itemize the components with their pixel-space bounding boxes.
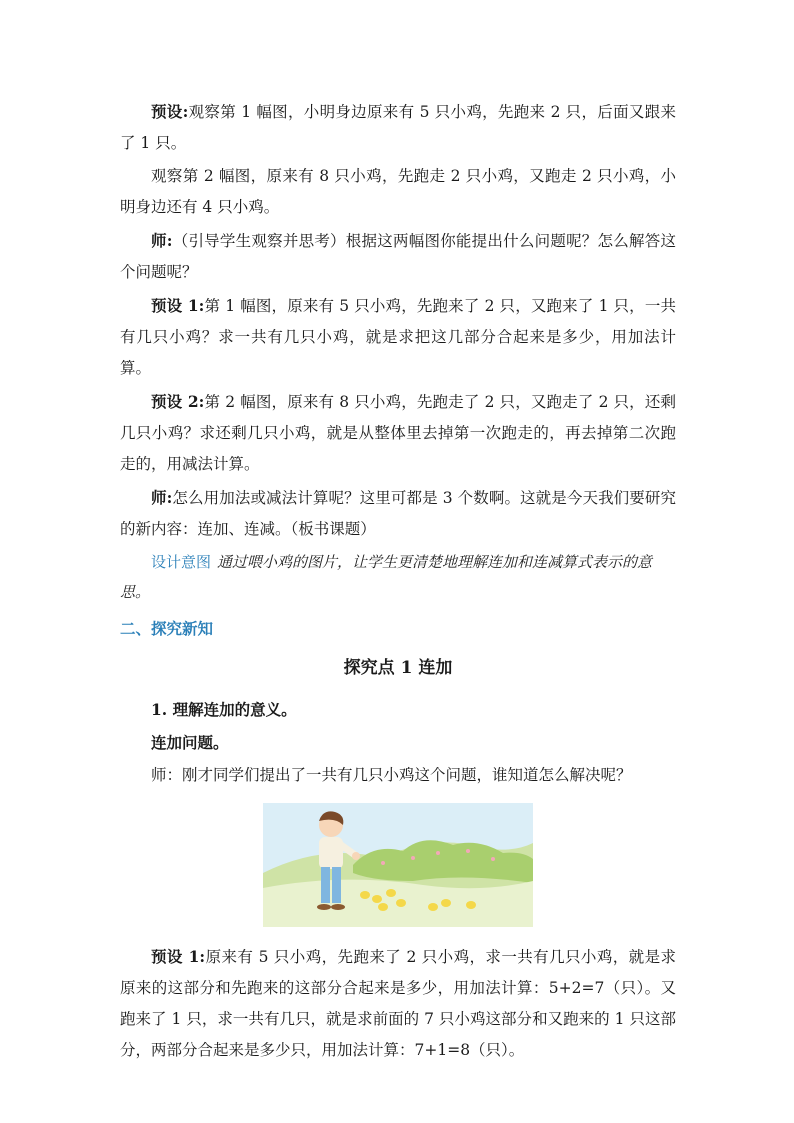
- preset1-text: 第 1 幅图，原来有 5 只小鸡，先跑来了 2 只，又跑来了 1 只，一共有几只小鸡？求一共有几只小鸡，就是求把这几部分合起来是多少，用加法计算。: [120, 297, 676, 377]
- illustration-svg: [263, 803, 533, 927]
- preset-text: 观察第 1 幅图，小明身边原来有 5 只小鸡，先跑来 2 只，后面又跟来了 1 只。: [120, 103, 676, 152]
- teacher-prompt-paragraph: [120, 760, 676, 791]
- answer-text: 原来有 5 只小鸡，先跑来了 2 只小鸡，求一共有几只小鸡，就是求原来的这部分和先跑来的这部分合起来是多少，用加法计算：5+2=7（只）。又跑来了 1 只，求一共有几只，就是求前面的 7 只小鸡这部分和又跑来的 1 只这部分，两部分合起来是多少只，用加法计算：7+1=8（只）。: [120, 948, 676, 1059]
- document-content: [120, 96, 676, 1068]
- observation-paragraph: [120, 161, 676, 223]
- teacher-question-text: （引导学生观察并思考）根据这两幅图你能提出什么问题呢？怎么解答这个问题呢？: [120, 232, 676, 281]
- preset2-paragraph: [120, 386, 676, 480]
- teacher-prompt-text: 师：刚才同学们提出了一共有几只小鸡这个问题，谁知道怎么解决呢？: [151, 766, 632, 784]
- teacher-topic-text: 怎么用加法或减法计算呢？这里可都是 3 个数啊。这就是今天我们要研究的新内容：连加、连减。（板书课题）: [120, 489, 676, 538]
- preset2-text: 第 2 幅图，原来有 8 只小鸡，先跑走了 2 只，又跑走了 2 只，还剩几只小鸡？求还剩几只小鸡，就是从整体里去掉第一次跑走的，再去掉第二次跑走的，用减法计算。: [120, 393, 676, 473]
- preset-lead: 预设:: [151, 102, 189, 121]
- preset1-paragraph: [120, 290, 676, 384]
- teacher-lead: 师:: [151, 231, 173, 250]
- preset-paragraph: [120, 96, 676, 159]
- preset2-lead: 预设 2:: [151, 392, 205, 411]
- teacher-question-paragraph: [120, 225, 676, 288]
- preset1-lead: 预设 1:: [151, 296, 205, 315]
- boy-feeding-chicks-illustration: [263, 803, 533, 927]
- design-intent-note: [120, 547, 676, 607]
- design-intent-text: 通过喂小鸡的图片，让学生更清楚地理解连加和连减算式表示的意思。: [120, 553, 653, 601]
- design-intent-tag: 设计意图: [151, 553, 212, 571]
- teacher-topic-paragraph: [120, 482, 676, 545]
- teacher-topic-lead: 师:: [151, 488, 173, 507]
- subheading-problem: 连加问题。: [151, 733, 229, 752]
- section-heading: 二、探究新知: [120, 619, 214, 638]
- answer-lead: 预设 1:: [151, 947, 206, 966]
- observation-text: 观察第 2 幅图，原来有 8 只小鸡，先跑走 2 只小鸡，又跑走 2 只小鸡，小明身边还有 4 只小鸡。: [120, 167, 676, 216]
- answer-paragraph: [120, 941, 676, 1066]
- exploration-point-title: 探究点 1 连加: [343, 658, 453, 678]
- subheading-meaning: 1. 理解连加的意义。: [151, 700, 297, 719]
